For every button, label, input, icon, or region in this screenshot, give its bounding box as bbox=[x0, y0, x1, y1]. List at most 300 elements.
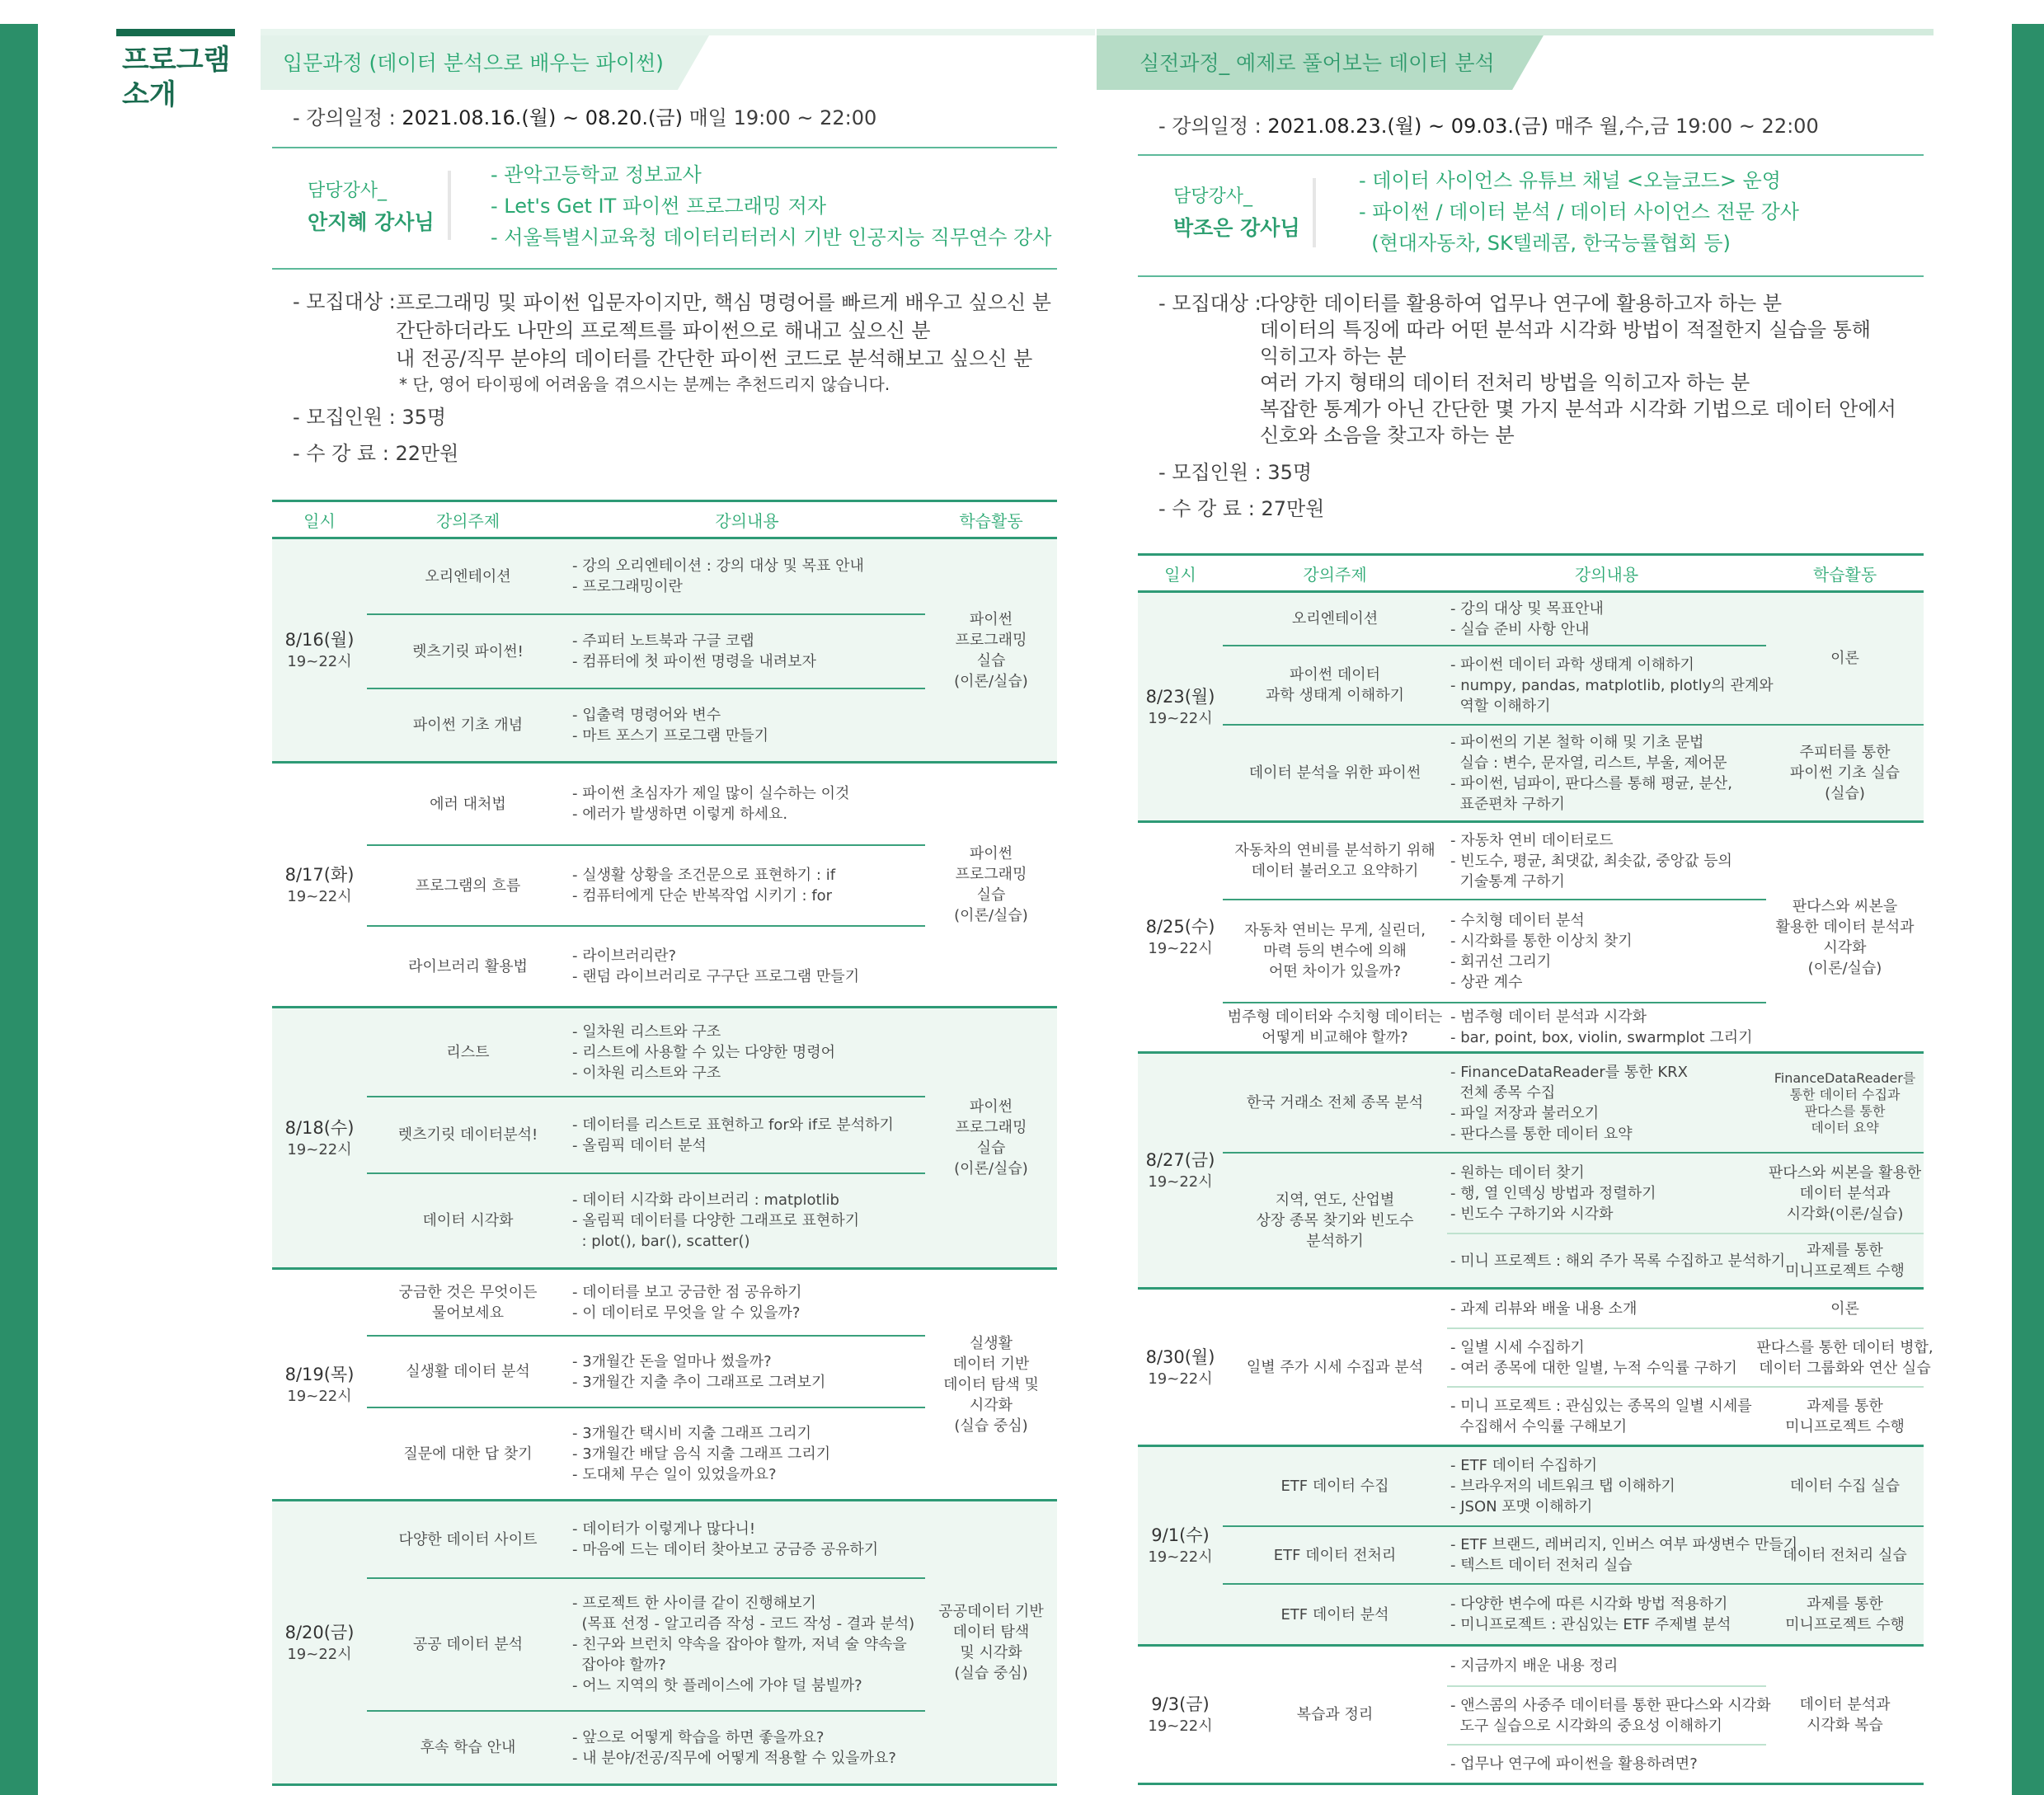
topic-cell bbox=[367, 1335, 569, 1407]
cell-line: - 실생활 상황을 조건문으로 표현하기 : if bbox=[572, 867, 836, 884]
content-cell bbox=[1447, 1054, 1766, 1152]
cell-line: 표준편차 구하기 bbox=[1450, 795, 1565, 813]
cell-line: - 데이터를 보고 궁금한 점 공유하기 bbox=[572, 1283, 802, 1301]
cell-line: - 프로그래밍이란 bbox=[572, 578, 683, 595]
topic-cell bbox=[367, 539, 569, 613]
date-cell bbox=[272, 1501, 367, 1783]
activity-cell bbox=[1766, 593, 1924, 724]
activity-cell bbox=[925, 1501, 1057, 1783]
cell-line: - 프로젝트 한 사이클 같이 진행해보기 bbox=[572, 1595, 816, 1612]
right-schedule: - 강의일정 : 2021.08.23.(월) ~ 09.03.(금) 매주 월,수,금 19:00 ~ 22:00 bbox=[1158, 115, 1819, 138]
column-header: 강의내용 bbox=[715, 510, 779, 531]
cell-line: - 지금까지 배운 내용 정리 bbox=[1450, 1657, 1619, 1675]
time-label: 19~22시 bbox=[287, 653, 352, 670]
date-label: 8/20(금) bbox=[284, 1622, 355, 1642]
column-header: 학습활동 bbox=[959, 510, 1023, 531]
time-label: 19~22시 bbox=[1148, 1717, 1213, 1735]
topic-cell bbox=[367, 1096, 569, 1172]
cell-line: - 앞으로 어떻게 학습을 하면 좋을까요? bbox=[572, 1728, 825, 1746]
cell-line: - 친구와 브런치 약속을 잡아야 할까, 저녁 술 약속을 bbox=[572, 1636, 907, 1653]
cell-line: 라이브러리 활용법 bbox=[408, 957, 528, 975]
topic-cell bbox=[1223, 645, 1447, 724]
cell-line: 데이터 분석과 bbox=[1799, 1184, 1891, 1202]
column-header: 강의주제 bbox=[1303, 564, 1367, 585]
cell-line: 이론 bbox=[1830, 1299, 1859, 1318]
cell-line: (이론/실습) bbox=[954, 907, 1028, 924]
cell-line: 과제를 통한 bbox=[1807, 1242, 1883, 1259]
column-header: 강의주제 bbox=[435, 510, 500, 531]
cell-line: 시각화 bbox=[1823, 938, 1867, 956]
topic-cell bbox=[1223, 823, 1447, 899]
time-label: 19~22시 bbox=[287, 1387, 352, 1405]
content-cell bbox=[569, 925, 925, 1006]
date-label: 9/1(수) bbox=[1151, 1525, 1210, 1545]
cell-line: 파이썬 기초 실습 bbox=[1789, 764, 1901, 782]
cell-line: - 범주형 데이터 분석과 시각화 bbox=[1450, 1008, 1647, 1026]
cell-line: - ETF 데이터 수집하기 bbox=[1450, 1457, 1598, 1474]
time-label: 19~22시 bbox=[287, 1645, 352, 1663]
content-cell bbox=[1447, 645, 1774, 724]
cell-line: 판다스를 통한 bbox=[1804, 1102, 1886, 1119]
content-cell bbox=[1447, 1002, 1766, 1051]
cell-line: 분석하기 bbox=[1306, 1232, 1364, 1250]
cell-line: - 자동차 연비 데이터로드 bbox=[1450, 831, 1614, 849]
instructor-divider bbox=[1313, 178, 1316, 247]
content-cell bbox=[569, 844, 925, 925]
topic-cell bbox=[1223, 1525, 1447, 1583]
cell-line: 물어보세요 bbox=[432, 1304, 504, 1322]
cell-line: - 마트 포스기 프로그램 만들기 bbox=[572, 726, 769, 745]
topic-cell bbox=[1223, 1002, 1447, 1051]
content-cell bbox=[569, 1710, 925, 1783]
content-cell bbox=[569, 1096, 925, 1172]
cell-line: 데이터 불러오고 요약하기 bbox=[1251, 862, 1419, 880]
date-cell bbox=[1138, 1290, 1223, 1445]
cell-line: - 수치형 데이터 분석 bbox=[1450, 911, 1585, 929]
left-schedule-table bbox=[272, 500, 1057, 1786]
cell-line: 주피터를 통한 bbox=[1799, 744, 1891, 761]
cell-line: 리스트 bbox=[446, 1043, 490, 1061]
content-cell bbox=[1447, 1685, 1771, 1744]
cell-line: 실습 bbox=[976, 1139, 1006, 1157]
cell-line: - 강의 대상 및 목표안내 bbox=[1450, 599, 1604, 618]
cell-line: 잡아야 할까? bbox=[572, 1656, 666, 1674]
date-label: 8/30(월) bbox=[1145, 1346, 1215, 1367]
activity-cell bbox=[1766, 1386, 1924, 1445]
activity-cell bbox=[1766, 1447, 1924, 1525]
cell-line: 실생활 bbox=[969, 1334, 1013, 1352]
cell-line: 오리엔테이션 bbox=[1291, 610, 1379, 627]
cell-line: 미니프로젝트 수행 bbox=[1785, 1616, 1905, 1633]
time-label: 19~22시 bbox=[1148, 1173, 1213, 1191]
content-cell bbox=[569, 1501, 925, 1577]
cell-line: 판다스와 씨본을 bbox=[1792, 897, 1898, 915]
time-label: 19~22시 bbox=[287, 887, 352, 905]
left-accent-bar bbox=[0, 24, 38, 1795]
cell-line: - 파일 저장과 불러오기 bbox=[1450, 1104, 1600, 1122]
left-instructor-label: 담당강사_ bbox=[308, 181, 388, 201]
content-cell bbox=[1447, 1152, 1766, 1233]
cell-line: - 이차원 리스트와 구조 bbox=[572, 1064, 721, 1082]
content-cell bbox=[569, 1008, 925, 1096]
table-day-group bbox=[1138, 593, 1924, 823]
cell-line: - 리스트에 사용할 수 있는 다양한 명령어 bbox=[572, 1043, 836, 1061]
date-label: 8/16(월) bbox=[284, 630, 355, 650]
content-cell bbox=[1447, 1447, 1766, 1525]
cell-line: - 브라우저의 네트워크 탭 이해하기 bbox=[1450, 1478, 1675, 1495]
cell-line: - 랜덤 라이브러리로 구구단 프로그램 만들기 bbox=[572, 968, 860, 985]
cell-line: 이론 bbox=[1830, 650, 1859, 667]
date-label: 8/17(화) bbox=[284, 864, 355, 885]
cell-line: - 행, 열 인덱싱 방법과 정렬하기 bbox=[1450, 1184, 1656, 1202]
left-schedule: - 강의일정 : 2021.08.16.(월) ~ 08.20.(금) 매일 19:00 ~ 22:00 bbox=[293, 106, 877, 129]
cell-line: 실습 bbox=[976, 651, 1006, 670]
cell-line: - 미니프로젝트 : 관심있는 ETF 주제별 분석 bbox=[1450, 1616, 1732, 1633]
cell-line: 일별 주가 시세 수집과 분석 bbox=[1246, 1358, 1424, 1376]
column-header: 강의내용 bbox=[1574, 564, 1639, 585]
divider bbox=[272, 147, 1057, 148]
cell-line: 시각화(이론/실습) bbox=[1786, 1205, 1904, 1223]
topic-cell bbox=[1223, 1583, 1447, 1644]
cell-line: 다양한 데이터 사이트 bbox=[398, 1530, 538, 1548]
cell-line: 한국 거래소 전체 종목 분석 bbox=[1246, 1094, 1424, 1111]
cell-line: - 과제 리뷰와 배울 내용 소개 bbox=[1450, 1299, 1638, 1318]
cell-line: 데이터 분석을 위한 파이썬 bbox=[1248, 764, 1421, 782]
cell-line: 복습과 정리 bbox=[1296, 1706, 1374, 1723]
cell-line: - 빈도수, 평균, 최댓값, 최솟값, 중앙값 등의 bbox=[1450, 852, 1732, 870]
topic-cell bbox=[1223, 1647, 1447, 1783]
cell-line: - 마음에 드는 데이터 찾아보고 궁금증 공유하기 bbox=[572, 1541, 879, 1558]
cell-line: 데이터 탐색 및 bbox=[943, 1375, 1039, 1393]
topic-cell bbox=[1223, 593, 1447, 645]
left-capacity: - 모집인원 : 35명 bbox=[293, 406, 447, 429]
date-label: 8/23(월) bbox=[1145, 686, 1215, 707]
instructor-divider bbox=[448, 171, 451, 240]
cell-line: 데이터 전처리 실습 bbox=[1783, 1546, 1907, 1564]
content-cell bbox=[1447, 593, 1766, 645]
date-label: 8/27(금) bbox=[1145, 1150, 1215, 1170]
cell-line: - 컴퓨터에 첫 파이썬 명령을 내려보자 bbox=[572, 653, 816, 670]
cell-line: 프로그래밍 bbox=[955, 631, 1027, 649]
topic-cell bbox=[367, 844, 569, 925]
cell-line: 어떻게 비교해야 할까? bbox=[1262, 1029, 1408, 1046]
cell-line: 역할 이해하기 bbox=[1450, 697, 1551, 715]
activity-cell bbox=[1766, 1290, 1924, 1327]
right-instructor-bullets: - 데이터 사이언스 유튜브 채널 <오늘코드> 운영 - 파이썬 / 데이터 분석 / 데이터 사이언스 전문 강사 (현대자동차, SK텔레콤, 한국능률협회 등) bbox=[1359, 169, 1799, 255]
cell-line: 파이썬 기초 개념 bbox=[412, 717, 524, 734]
cell-line: 어떤 차이가 있을까? bbox=[1268, 963, 1402, 980]
activity-cell bbox=[1756, 1327, 1934, 1386]
cell-line: FinanceDataReader를 bbox=[1774, 1069, 1916, 1086]
cell-line: 데이터 요약 bbox=[1811, 1119, 1879, 1135]
cell-line: 마력 등의 변수에 의해 bbox=[1263, 942, 1407, 960]
table-day-group bbox=[1138, 1290, 1934, 1447]
topic-cell bbox=[1223, 1290, 1447, 1445]
left-instructor-name: 안지혜 강사님 bbox=[308, 210, 435, 234]
table-day-group bbox=[1138, 1447, 1924, 1647]
cell-line: - 내 분야/전공/직무에 어떻게 적용할 수 있을까요? bbox=[572, 1749, 896, 1767]
cell-line: - 주피터 노트북과 구글 코랩 bbox=[572, 632, 754, 650]
content-cell bbox=[569, 1577, 925, 1710]
right-fee: - 수 강 료 : 27만원 bbox=[1158, 497, 1325, 520]
time-label: 19~22시 bbox=[1148, 1548, 1213, 1566]
cell-line: 시각화 복습 bbox=[1807, 1716, 1883, 1734]
cell-line: - 파이썬 초심자가 제일 많이 실수하는 이것 bbox=[572, 785, 850, 802]
cell-line: - 어느 지역의 핫 플레이스에 가야 덜 붐빌까? bbox=[572, 1677, 862, 1694]
cell-line: (이론/실습) bbox=[954, 672, 1028, 690]
content-cell bbox=[1447, 1525, 1798, 1583]
cell-line: 프로그램의 흐름 bbox=[415, 876, 521, 895]
table-header bbox=[1138, 553, 1924, 593]
cell-line: 미니프로젝트 수행 bbox=[1785, 1262, 1905, 1280]
date-cell bbox=[272, 1008, 367, 1267]
content-cell bbox=[1447, 899, 1766, 1002]
cell-line: - 강의 오리엔테이션 : 강의 대상 및 목표 안내 bbox=[572, 557, 864, 575]
cell-line: - 빈도수 구하기와 시각화 bbox=[1450, 1205, 1614, 1223]
time-label: 19~22시 bbox=[1148, 709, 1213, 727]
cell-line: 렛츠기릿 데이터분석! bbox=[397, 1126, 538, 1144]
column-header: 일시 bbox=[1164, 564, 1196, 585]
topic-cell bbox=[367, 1270, 569, 1335]
date-label: 9/3(금) bbox=[1151, 1694, 1210, 1714]
cell-line: 전체 종목 수집 bbox=[1450, 1083, 1556, 1102]
cell-line: - 데이터를 리스트로 표현하고 for와 if로 분석하기 bbox=[572, 1116, 894, 1134]
left-target-label: - 모집대상 : bbox=[293, 290, 402, 313]
activity-cell bbox=[925, 764, 1057, 1006]
cell-line: - 파이썬, 넘파이, 판다스를 통해 평균, 분산, bbox=[1450, 774, 1732, 792]
cell-line: 궁금한 것은 무엇이든 bbox=[398, 1283, 538, 1301]
cell-line: 프로그래밍 bbox=[955, 866, 1027, 883]
cell-line: 수집해서 수익률 구해보기 bbox=[1450, 1417, 1628, 1436]
cell-line: - 파이썬 데이터 과학 생태계 이해하기 bbox=[1450, 656, 1694, 674]
content-cell bbox=[1447, 1327, 1766, 1386]
cell-line: - 미니 프로젝트 : 관심있는 종목의 일별 시세를 bbox=[1450, 1397, 1752, 1415]
cell-line: - 일차원 리스트와 구조 bbox=[572, 1022, 721, 1041]
cell-line: - 다양한 변수에 따른 시각화 방법 적용하기 bbox=[1450, 1595, 1728, 1613]
date-cell bbox=[1138, 593, 1223, 820]
title-underline bbox=[116, 29, 235, 36]
content-cell bbox=[569, 1407, 925, 1499]
topic-cell bbox=[367, 764, 569, 844]
cell-line: 자동차 연비는 무게, 실린더, bbox=[1244, 922, 1426, 939]
cell-line: 프로그래밍 bbox=[955, 1119, 1027, 1136]
date-cell bbox=[1138, 1054, 1223, 1287]
topic-cell bbox=[367, 1407, 569, 1499]
topic-cell bbox=[1223, 724, 1447, 820]
cell-line: 데이터 기반 bbox=[952, 1355, 1030, 1373]
cell-line: - 텍스트 데이터 전처리 실습 bbox=[1450, 1557, 1633, 1574]
content-cell bbox=[1447, 1744, 1766, 1783]
activity-cell bbox=[1766, 1233, 1924, 1287]
content-cell bbox=[569, 1335, 925, 1407]
right-target-lines: 다양한 데이터를 활용하여 업무나 연구에 활용하고자 하는 분 데이터의 특징에 따라 어떤 분석과 시각화 방법이 적절한지 실습을 통해 익히고자 하는 분 여러 가지 형태의 데이터 전처리 방법을 익히고자 하는 분 복잡한 통계가 아닌 간단한 몇 가지 분석과 시각화 기법으로 데이터 안에서 신호와 소음을 찾고자 하는 분 bbox=[1260, 292, 1896, 447]
topic-cell bbox=[367, 1501, 569, 1577]
cell-line: - 여러 종목에 대한 일별, 누적 수익률 구하기 bbox=[1450, 1359, 1737, 1377]
cell-line: - 3개월간 택시비 지출 그래프 그리기 bbox=[572, 1424, 811, 1442]
topic-cell bbox=[367, 613, 569, 688]
time-label: 19~22시 bbox=[287, 1140, 352, 1158]
right-course-title: 실전과정_ 예제로 풀어보는 데이터 분석 bbox=[1139, 51, 1495, 75]
time-label: 19~22시 bbox=[1148, 940, 1213, 957]
cell-line: (이론/실습) bbox=[954, 1160, 1028, 1177]
date-label: 8/18(수) bbox=[284, 1117, 355, 1138]
table-day-group bbox=[272, 539, 1057, 764]
divider bbox=[272, 268, 1057, 270]
cell-line: 데이터 수집 실습 bbox=[1789, 1478, 1901, 1495]
topic-cell bbox=[1223, 1447, 1447, 1525]
cell-line: - 도대체 무슨 일이 있었을까요? bbox=[572, 1465, 777, 1483]
cell-line: 후속 학습 안내 bbox=[420, 1739, 516, 1756]
date-label: 8/25(수) bbox=[1145, 917, 1215, 937]
cell-line: - 앤스콤의 사중주 데이터를 통한 판다스와 시각화 bbox=[1450, 1696, 1771, 1714]
table-day-group bbox=[272, 1501, 1057, 1786]
topic-cell bbox=[367, 1577, 569, 1710]
content-cell bbox=[1447, 1233, 1786, 1287]
cell-line: - 판다스를 통한 데이터 요약 bbox=[1450, 1125, 1633, 1143]
table-day-group bbox=[1138, 1054, 1924, 1290]
cell-line: 공공 데이터 분석 bbox=[412, 1636, 524, 1653]
cell-line: - 시각화를 통한 이상치 찾기 bbox=[1450, 932, 1633, 950]
right-instructor-label: 담당강사_ bbox=[1173, 186, 1253, 207]
cell-line: - 데이터가 이렇게나 많다니! bbox=[572, 1520, 756, 1538]
topic-cell bbox=[1223, 1054, 1447, 1152]
table-day-group bbox=[272, 764, 1057, 1008]
cell-line: - ETF 브랜드, 레버리지, 인버스 여부 파생변수 만들기 bbox=[1450, 1536, 1798, 1553]
right-schedule-table bbox=[1138, 553, 1934, 1785]
cell-line: 실습 bbox=[976, 886, 1006, 904]
cell-line: 상장 종목 찾기와 빈도수 bbox=[1256, 1211, 1414, 1229]
cell-line: - 원하는 데이터 찾기 bbox=[1450, 1163, 1585, 1182]
cell-line: : plot(), bar(), scatter() bbox=[572, 1233, 750, 1250]
right-capacity: - 모집인원 : 35명 bbox=[1158, 461, 1313, 484]
page-title: 프로그램 소개 bbox=[122, 44, 231, 111]
cell-line: 데이터 시각화 bbox=[422, 1212, 514, 1229]
cell-line: - 라이브러리란? bbox=[572, 947, 677, 965]
cell-line: 범주형 데이터와 수치형 데이터는 bbox=[1227, 1008, 1443, 1026]
content-cell bbox=[1447, 1647, 1766, 1685]
topic-cell bbox=[367, 1008, 569, 1096]
cell-line: - 데이터 시각화 라이브러리 : matplotlib bbox=[572, 1191, 839, 1209]
right-accent-bar bbox=[2012, 24, 2044, 1795]
date-cell bbox=[1138, 823, 1223, 1051]
cell-line: (실습) bbox=[1825, 785, 1865, 802]
content-cell bbox=[569, 688, 925, 761]
cell-line: 통한 데이터 수집과 bbox=[1789, 1086, 1901, 1102]
cell-line: 오리엔테이션 bbox=[425, 567, 511, 585]
cell-line: - 파이썬의 기본 철학 이해 및 기초 문법 bbox=[1450, 733, 1704, 751]
cell-line: - 입출력 명령어와 변수 bbox=[572, 706, 721, 724]
date-cell bbox=[272, 1270, 367, 1499]
column-header: 학습활동 bbox=[1812, 564, 1877, 585]
time-label: 19~22시 bbox=[1148, 1370, 1213, 1388]
left-instructor-bullets: - 관악고등학교 정보교사 - Let's Get IT 파이썬 프로그래밍 저자 - 서울특별시교육청 데이터리터러시 기반 인공지능 직무연수 강사 bbox=[491, 163, 1052, 249]
cell-line: 데이터 분석과 bbox=[1799, 1695, 1891, 1713]
cell-line: (실습 중심) bbox=[954, 1665, 1028, 1682]
cell-line: 에러 대처법 bbox=[430, 795, 506, 813]
content-cell bbox=[569, 764, 925, 844]
cell-line: (이론/실습) bbox=[1807, 959, 1882, 977]
activity-cell bbox=[1766, 1152, 1924, 1233]
cell-line: - JSON 포맷 이해하기 bbox=[1450, 1498, 1593, 1515]
content-cell bbox=[569, 1270, 925, 1335]
cell-line: 기술통계 구하기 bbox=[1450, 872, 1565, 890]
content-cell bbox=[569, 613, 925, 688]
cell-line: (실습 중심) bbox=[954, 1417, 1028, 1435]
cell-line: 판다스를 통한 데이터 병합, bbox=[1756, 1338, 1934, 1356]
table-day-group bbox=[1138, 823, 1924, 1054]
cell-line: - 상관 계수 bbox=[1450, 973, 1523, 991]
cell-line: 실생활 데이터 분석 bbox=[406, 1363, 530, 1380]
cell-line: 실습 : 변수, 문자열, 리스트, 부울, 제어문 bbox=[1450, 754, 1727, 772]
cell-line: 과제를 통한 bbox=[1807, 1397, 1883, 1415]
cell-line: - 일별 시세 수집하기 bbox=[1450, 1338, 1585, 1356]
cell-line: 과제를 통한 bbox=[1807, 1595, 1883, 1613]
table-day-group bbox=[1138, 1647, 1924, 1785]
divider bbox=[1138, 154, 1924, 156]
content-cell bbox=[569, 1172, 925, 1267]
cell-line: - 실습 준비 사항 안내 bbox=[1450, 620, 1590, 638]
topic-cell bbox=[367, 1710, 569, 1783]
cell-line: 과학 생태계 이해하기 bbox=[1266, 687, 1404, 704]
cell-line: 활용한 데이터 분석과 bbox=[1775, 918, 1915, 936]
content-cell bbox=[1447, 1583, 1766, 1644]
cell-line: - 3개월간 배달 음식 지출 그래프 그리기 bbox=[572, 1445, 831, 1463]
cell-line: 공공데이터 기반 bbox=[938, 1603, 1044, 1620]
cell-line: 시각화 bbox=[969, 1396, 1013, 1414]
cell-line: 질문에 대한 답 찾기 bbox=[403, 1445, 533, 1463]
table-day-group bbox=[272, 1270, 1057, 1501]
cell-line: 및 시각화 bbox=[960, 1644, 1022, 1661]
cell-line: - bar, point, box, violin, swarmplot 그리기 bbox=[1450, 1029, 1753, 1046]
cell-line: - 업무나 연구에 파이썬을 활용하려면? bbox=[1450, 1755, 1698, 1773]
date-cell bbox=[1138, 1647, 1223, 1783]
cell-line: ETF 데이터 전처리 bbox=[1273, 1546, 1397, 1564]
activity-cell bbox=[925, 539, 1057, 761]
date-cell bbox=[1138, 1447, 1223, 1644]
cell-line: ETF 데이터 분석 bbox=[1280, 1605, 1389, 1623]
right-instructor-name: 박조은 강사님 bbox=[1173, 216, 1300, 240]
cell-line: - 3개월간 돈을 얼마나 썼을까? bbox=[572, 1352, 772, 1370]
cell-line: - 이 데이터로 무엇을 알 수 있을까? bbox=[572, 1304, 801, 1322]
cell-line: - FinanceDataReader를 통한 KRX bbox=[1450, 1063, 1689, 1081]
activity-cell bbox=[1766, 1583, 1924, 1644]
content-cell bbox=[1447, 823, 1766, 899]
column-header: 일시 bbox=[303, 510, 336, 531]
cell-line: 데이터 탐색 bbox=[952, 1623, 1030, 1641]
topic-cell bbox=[1223, 1152, 1447, 1287]
cell-line: 파이썬 bbox=[969, 845, 1013, 862]
activity-cell bbox=[1766, 1525, 1924, 1583]
left-fee: - 수 강 료 : 22만원 bbox=[293, 442, 459, 465]
cell-line: 미니프로젝트 수행 bbox=[1785, 1417, 1905, 1436]
activity-cell bbox=[1766, 1647, 1924, 1783]
cell-line: (목표 선정 - 알고리즘 작성 - 코드 작성 - 결과 분석) bbox=[572, 1615, 915, 1633]
activity-cell bbox=[1766, 823, 1924, 1051]
table-day-group bbox=[272, 1008, 1057, 1270]
left-course-title: 입문과정 (데이터 분석으로 배우는 파이썬) bbox=[283, 51, 664, 75]
right-header-strip bbox=[1097, 29, 1934, 35]
cell-line: 자동차의 연비를 분석하기 위해 bbox=[1234, 842, 1435, 859]
cell-line: - 올림픽 데이터를 다양한 그래프로 표현하기 bbox=[572, 1212, 860, 1229]
date-label: 8/19(목) bbox=[284, 1364, 355, 1384]
date-cell bbox=[272, 539, 367, 761]
content-cell bbox=[1447, 1386, 1766, 1445]
activity-cell bbox=[925, 1270, 1057, 1499]
date-cell bbox=[272, 764, 367, 1006]
content-cell bbox=[569, 539, 925, 613]
cell-line: - 3개월간 지출 추이 그래프로 그려보기 bbox=[572, 1373, 826, 1391]
topic-cell bbox=[1223, 899, 1447, 1002]
